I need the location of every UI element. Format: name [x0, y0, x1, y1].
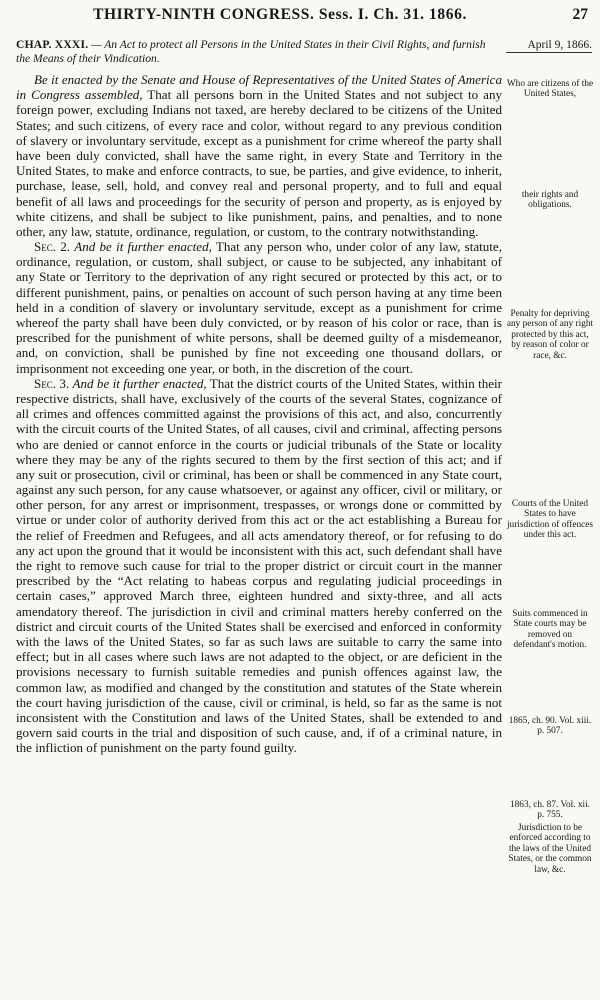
running-title: THIRTY-NINTH CONGRESS. Sess. I. Ch. 31. 1866. [93, 6, 467, 23]
running-head [12, 6, 588, 28]
margin-note: 1865, ch. 90. Vol. xiii. p. 507. [508, 716, 592, 737]
chapter-date: April 9, 1866. [506, 39, 592, 53]
page-number: 27 [572, 6, 588, 23]
chapter-label: CHAP. XXXI. [16, 38, 89, 51]
section-1 [16, 72, 502, 239]
section-2 [16, 239, 502, 376]
section-text: That all persons born in the United States and not subject to any foreign power, excluding Indians not taxed, are hereby declared to be citizens of the United States; and such citizens, of every race and color, without regard to any previous condition of slavery or involuntary servitude, except as a punishment for crime whereof the party shall have been duly convicted, shall have the same right, in every State and Territory in the United States, to make and enforce contracts, to sue, be parties, and give evidence, to inherit, purchase, lease, sell, hold, and convey real and personal property, and to full and equal benefit of all laws and proceedings for the security of person and property, as is enjoyed by white citizens, and shall be subject to like punishment, pains, and penalties, and to none other, any law, statute, ordinance, regulation, or custom, to the contrary notwithstanding. [16, 87, 502, 239]
section-3 [16, 376, 502, 756]
section-number: Sec. 3. [34, 375, 70, 391]
chapter-title: — An Act to protect all Persons in the United States in their Civil Rights, and furnish the Means of their Vindication. [16, 38, 486, 65]
enacting-clause: And be it further enacted, [74, 239, 212, 255]
margin-note: Jurisdiction to be enforced according to the laws of the United States, or the common law, &c. [508, 823, 592, 875]
statute-body [16, 72, 502, 755]
margin-note: their rights and obligations. [521, 190, 579, 211]
section-text: That the district courts of the United States, within their respective districts, shall have, exclusively of the courts of the several States, cognizance of all crimes and offences committed against the provisions of this act, and also, concurrently with the circuit courts of the United States, of all causes, civil and criminal, affecting persons who are denied or cannot enforce in the courts or judicial tribunals of the State or locality where they may be any of the rights secured to them by the first section of this act; and if any suit or prosecution, civil or criminal, has been or shall be commenced in any State court, against any such person, for any cause whatsoever, or against any officer, civil or military, or other person, for any arrest or imprisonment, trespasses, or wrongs done or committed by virtue or under color of authority derived from this act or the act establishing a Bureau for the relief of Freedmen and Refugees, and all acts amendatory thereof, or for refusing to do any act upon the ground that it would be inconsistent with this act, such defendant shall have the right to remove such cause for trial to the proper district or circuit court in the manner prescribed by the “Act relating to habeas corpus and regulating judicial proceedings in certain cases,” approved March three, eighteen hundred and sixty-three, and all acts amendatory thereof. The jurisdiction in civil and criminal matters hereby conferred on the district and circuit courts of the United States shall be exercised and enforced in conformity with the laws of the United States, so far as such laws are suitable to carry the same into effect; but in all cases where such laws are not adapted to the object, or are deficient in the provisions necessary to furnish suitable remedies and punish offences against law, the common law, as modified and changed by the constitution and statutes of the State wherein the court having jurisdiction of the cause, civil or criminal, is held, so far as the same is not inconsistent with the Constitution and laws of the United States, shall be extended to and govern said courts in the trial and disposition of such cause, and, if of a criminal nature, in the infliction of punishment on the party found guilty. [16, 375, 502, 756]
section-text: That any person who, under color of any law, statute, ordinance, regulation, or custom, shall subject, or cause to be subjected, any inhabitant of any State or Territory to the deprivation of any right secured or protected by this act, or to different punishment, pains, or penalties on account of such person having at any time been held in a condition of slavery or involuntary servitude, except as a punishment for crime whereof the party shall have been duly convicted, or by reason of his color or race, than is prescribed for the punishment of white persons, shall be deemed guilty of a misdemeanor, and, on conviction, shall be punished by fine not exceeding one thousand dollars, or imprisonment not exceeding one year, or both, in the discretion of the court. [16, 239, 502, 376]
margin-note: Suits commenced in State courts may be removed on defendant's motion. [512, 609, 588, 651]
margin-note: Courts of the United States to have jurisdiction of offences under this act. [506, 499, 594, 541]
margin-note: 1863, ch. 87. Vol. xii. p. 755. [510, 800, 590, 821]
section-number: Sec. 2. [34, 239, 71, 255]
enacting-clause: And be it further enacted, [72, 375, 207, 391]
margin-note: Who are citizens of the United States, [506, 79, 594, 100]
chapter-heading [16, 38, 496, 65]
margin-note: Penalty for depriving any person of any right protected by this act, by reason of color or race, &c. [506, 309, 594, 361]
enacting-clause: Be it enacted by the Senate and House of Representatives of the United States of America in Congress assembled, [16, 72, 502, 103]
